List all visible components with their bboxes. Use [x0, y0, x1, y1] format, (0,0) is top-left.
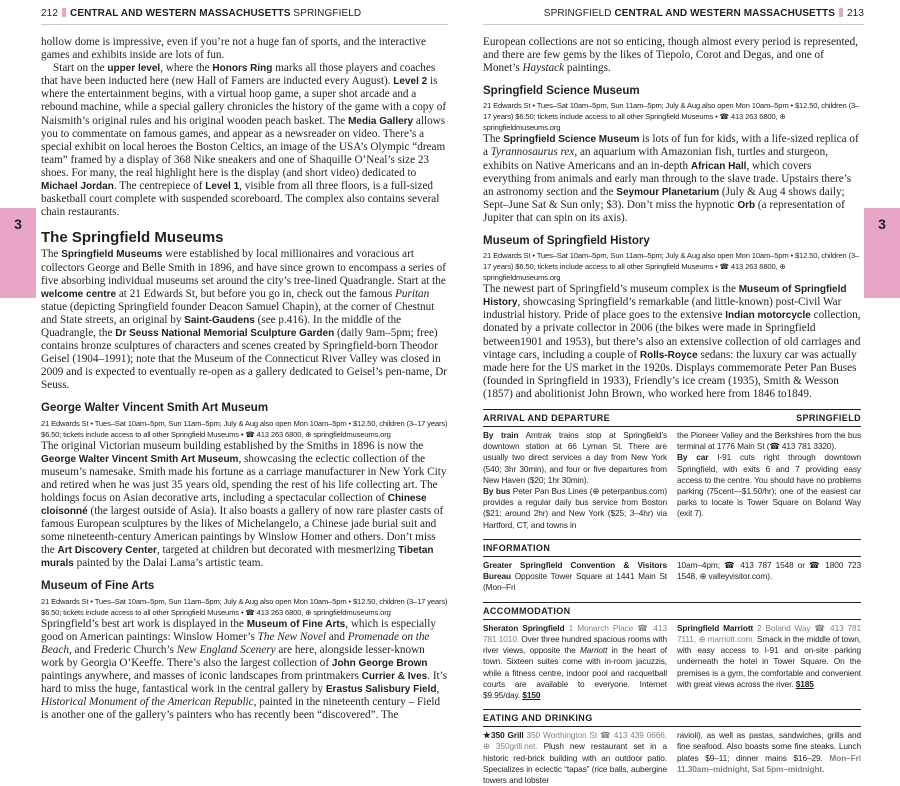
hall-levels-paragraph: Start on the upper level, where the Honors Ring marks all those players and coaches that have been inducted here (new Hall of Famers are inducted every August). Level 2 is where the entertainment begins, with a virtual hoop game, a super shot arcade and a rebound machine, while a special gallery chronicles the history of the game with a copy of Naismith’s original rules and his original wooden peach basket. The Media Gallery allows you to commentate on famous games, and appear as a newsreader on video. There’s a special exhibit on local heroes the Boston Celtics, an image of the USA’s Olympic “dream team” framed by a display of 368 Nike sneakers and one of Shaquille O’Neal’s size 23 shoes. For many, the real highlight here is the display (and short video) dedicated to Michael Jordan. The centrepiece of Level 1, visible from all three floors, is a full-sized basketball court complete with suspended scoreboard. The complex also contains several chain restaurants. — [41, 62, 447, 219]
museums-heading: The Springfield Museums — [41, 229, 224, 247]
eating-section-header: EATING AND DRINKING — [483, 709, 861, 727]
left-page-column — [41, 36, 448, 722]
header-rule-right — [483, 24, 864, 25]
information-section-header: INFORMATION — [483, 539, 861, 557]
accommodation-section-header: ACCOMMODATION — [483, 602, 861, 620]
eating-section: ★350 Grill 350 Worthington St ☎ 413 439 0666, ⊕ 350grill.net. Plush new restaurant set in a historic red-brick building with an outdoor patio. Specializes in eclectic “tapas” (rice balls, aubergine towers and lobster ravioli), as well as pastas, sandwiches, grills and fine seafood. Also boasts some fine steaks. Lunch plates $9–11; dinner mains $16–29. Mon–Fri 11.30am–midnight, Sat 5pm–midnight. — [483, 730, 861, 786]
museums-paragraph: The Springfield Museums were established by local millionaires and voracious art collectors George and Belle Smith in 1896, and have since grown to encompass a series of five absorbing individual museums set around the city’s tree-lined Quadrangle. Start at the welcome centre at 21 Edwards St, but before you go in, check out the famous Puritan statue (depicting Springfield founder Deacon Samuel Chapin), at the corner of Chestnut and State streets, an original by Saint-Gaudens (see p.416). In the middle of the Quadrangle, the Dr Seuss National Memorial Sculpture Garden (daily 9am–5pm; free) contains bronze sculptures of characters and scenes created by Springfield-born Theodor Geisel (1904–1991); note that the Museum of the Connecticut River Valley was closed in 2009 and is expected to eventually re-open as a gallery dedicated to Geisel’s pen-name, Dr Seuss. — [41, 248, 448, 392]
gwv-smith-paragraph: The original Victorian museum building established by the Smiths in 1896 is now the George Walter Vincent Smith Art Museum, showcasing the eclectic collection of the museum’s namesake. Smith made his fortune as a carriage manufacturer in New York City and retired when he was just 35 years old, spending the rest of his life collecting art. The holdings focus on Asian decorative arts, including a spectacular collection of Chinese cloisonné (the largest outside of Asia). It also boasts a gallery of now rare plaster casts of famous European sculptures by the likes of Michelangelo, a Chinese jade burial suit and some nineteenth-century American paintings by Winslow Homer and others. Don’t miss the Art Discovery Center, targeted at children but decorated with mesmerizing Tibetan murals painted by the Dalai Lama’s artistic team. — [41, 439, 447, 570]
page-number-left: 212 — [41, 8, 58, 19]
page-number-right: 213 — [847, 8, 864, 19]
arrival-section-header: ARRIVAL AND DEPARTURE SPRINGFIELD — [483, 409, 861, 427]
history-museum-paragraph: The newest part of Springfield’s museum complex is the Museum of Springfield History, showcasing Springfield’s remarkable (and little-known) post-Civil War industrial history. Pride of place goes to the extensive Indian motorcycle collection, donated by a private collector in 2006 (the bikes were made in Springfield between1901 and 1953), but there’s also an extensive collection of old carriages and vintage cars, including a couple of Rolls-Royce sedans: the luxury car was actually made here for the US market in the 1920s. Displays commemorate Peter Pan Buses (founded in Springfield in 1933), Friendly’s ice cream (1935), Smith & Wesson (1857) and abolitionist John Brown, who worked here from 1846 to1849. — [483, 283, 861, 400]
arrival-section: By train Amtrak trains stop at Springfield’s downtown station at 66 Lyman St. There are usually two direct services a day from New York (540; 3hr 30min), and four or five departures from New Haven ($20; 1hr 30min). By bus Peter Pan Bus Lines (⊕ peterpanbus.com) provides a regular daily bus service from Boston ($21; around 2hr) and New York ($25; 3–4hr) via Hartford, CT, and towns in the Pioneer Valley and the Berkshires from the bus terminal at 1776 Main St (☎ 413 781 3320). By car I-91 cuts right through downtown Springfield, with exits 6 and 7 providing easy access to the centre. You should have no problems parking (75cent—$1.50/hr); one of the easiest car parks to locate is Tower Square on Boland Way (exit 7). — [483, 430, 861, 530]
gwv-smith-heading: George Walter Vincent Smith Art Museum — [41, 402, 269, 415]
science-museum-heading: Springfield Science Museum — [483, 85, 640, 98]
header-rule-left — [41, 24, 448, 25]
fine-arts-continued: European collections are not so enticing, though almost every period is represented, and there are few gems by the likes of Tiepolo, Corot and Degas, and one of Monet’s Haystack paintings. — [483, 36, 858, 75]
history-museum-heading: Museum of Springfield History — [483, 235, 650, 248]
right-page-column — [483, 36, 861, 786]
header-section-right: CENTRAL AND WESTERN MASSACHUSETTS — [614, 8, 835, 19]
accommodation-section: Sheraton Springfield 1 Monarch Place ☎ 413 781 1010. Over three hundred spacious rooms with river views, opposite the Marriott in the heart of town. Sixteen suites come with in-room jacuzzis, while a fitness centre, indoor pool and racquetball courts are available to everyone. Internet $9.95/day. $150 Springfield Marriott 2 Boland Way ☎ 413 781 7111, ⊕ marriott.com. Smack in the middle of town, with easy access to I-91 and on-site parking underneath the hotel in Tower Square. On the premises is a gym, the comfortable and convenient with great views across the river. $185 — [483, 622, 861, 700]
header-section-left: CENTRAL AND WESTERN MASSACHUSETTS — [70, 8, 291, 19]
page-header-left — [41, 8, 361, 19]
hall-intro-paragraph: hollow dome is impressive, even if you’re not a huge fan of sports, and the interactive games and exhibits inside are lots of fun. — [41, 36, 426, 62]
fine-arts-info: 21 Edwards St • Tues–Sat 10am–5pm, Sun 11am–5pm; July & Aug also open Mon 10am–5pm • $12.50, children (3–17 years) $6.50; tickets include access to all other Springfield Museums • ☎ 413 263 6800, ⊕ springfieldmuseums.org — [41, 596, 448, 617]
information-section: Greater Springfield Convention & Visitors Bureau Opposite Tower Square at 1441 Main St (Mon–Fri 10am–4pm; ☎ 413 787 1548 or ☎ 1800 723 1548, ⊕ valleyvisitor.com). — [483, 559, 861, 593]
header-sub-left: SPRINGFIELD — [293, 8, 362, 19]
page-header-right — [544, 8, 864, 19]
chapter-tab-right: 3 — [864, 208, 900, 298]
fine-arts-paragraph: Springfield’s best art work is displayed in the Museum of Fine Arts, which is especially good on American paintings: Winslow Homer’s The New Novel and Promenade on the Beach, and Frederic Church’s New England Scenery are here, alongside lesser-known work by Georgia O’Keeffe. There’s also the largest collection of John George Brown paintings anywhere, and masses of iconic landscapes from printmakers Currier & Ives. It’s hard to miss the huge, fantastical work in the central gallery by Erastus Salisbury Field, Historical Monument of the American Republic, painted in the nineteenth century – Field is another one of the gallery’s painters who has recently been “discovered”. The — [41, 617, 448, 722]
science-museum-info: 21 Edwards St • Tues–Sat 10am–5pm, Sun 11am–5pm; July & Aug also open Mon 10am–5pm • $12.50, children (3–17 years) $6.50; tickets include access to all other Springfield Museums • ☎ 413 263 6800, ⊕ springfieldmuseums.org — [483, 101, 860, 133]
science-museum-paragraph: The Springfield Science Museum is lots of fun for kids, with a life-sized replica of a Tyrannosaurus rex, an aquarium with Amazonian fish, turtles and sturgeon, exhibits on Native Americans and an in-depth African Hall, which covers everything from animals and early man through to the slave trade. Upstairs there’s an astronomy section and the Seymour Planetarium (July & Aug 4 shows daily; Sept–June Sat & Sun only; $3). Don’t miss the hypnotic Orb (a representation of Jupiter that can spin on its axis). — [483, 133, 859, 224]
fine-arts-heading: Museum of Fine Arts — [41, 580, 155, 593]
gwv-smith-info: 21 Edwards St • Tues–Sat 10am–5pm, Sun 11am–5pm; July & Aug also open Mon 10am–5pm • $12.50, children (3–17 years) $6.50; tickets include access to all other Springfield Museums • ☎ 413 263 6800, ⊕ springfieldmuseums.org — [41, 418, 448, 439]
history-museum-info: 21 Edwards St • Tues–Sat 10am–5pm, Sun 11am–5pm; July & Aug also open Mon 10am–5pm • $12.50, children (3–17 years) $6.50; tickets include access to all other Springfield Museums • ☎ 413 263 6800, ⊕ springfieldmuseums.org — [483, 251, 860, 283]
chapter-tab-left: 3 — [0, 208, 36, 298]
header-sub-right: SPRINGFIELD — [543, 8, 612, 19]
